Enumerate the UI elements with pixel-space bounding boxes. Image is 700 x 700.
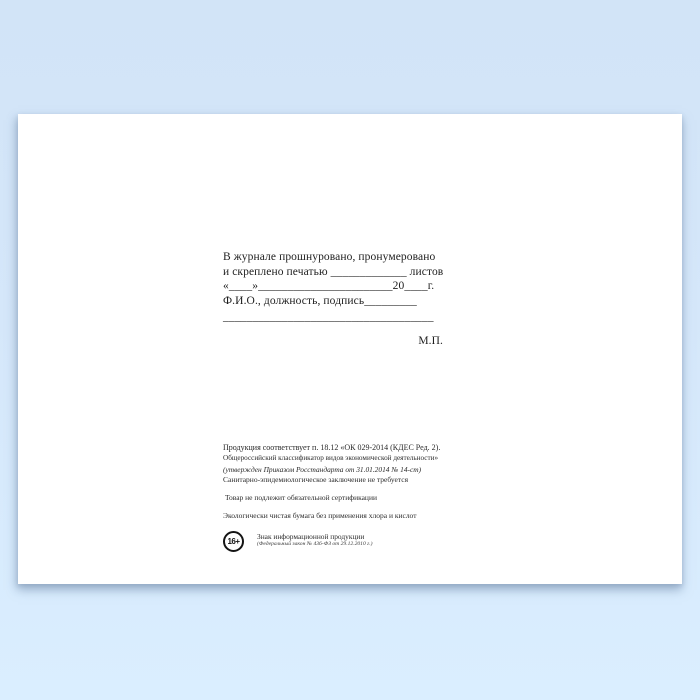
compliance-line: Продукция соответствует п. 18.12 «ОК 029-2014 (КДЕС Ред. 2). (223, 443, 441, 452)
age-mark-title: Знак информационной продукции (257, 532, 365, 541)
compliance-line-italic: (утвержден Приказом Росстандарта от 31.01.2014 № 14-ст) (223, 465, 422, 474)
seal-statement-line: В журнале прошнуровано, пронумеровано (223, 251, 436, 263)
note-line: Санитарно-эпидемиологическое заключение не требуется (223, 475, 409, 484)
certification-notes (223, 476, 416, 530)
seal-statement-line: Ф.И.О., должность, подпись_________ (223, 294, 417, 307)
age-mark-row (223, 531, 373, 552)
age-mark-text (257, 531, 373, 548)
note-line: Товар не подлежит обязательной сертификации (225, 493, 377, 502)
seal-statement-line: и скреплено печатью _____________ листов (223, 265, 444, 278)
signature-underline: ____________________________________ (223, 311, 434, 323)
stamp-place-label: М.П. (418, 334, 443, 347)
document-page (18, 114, 682, 584)
compliance-line: Общероссийский классификатор видов экономической деятельности» (223, 454, 439, 462)
seal-statement-block (223, 250, 451, 348)
compliance-block (223, 442, 440, 475)
note-line: Экологически чистая бумага без применения хлора и кислот (223, 511, 417, 520)
age-mark-law: (Федеральный закон № 436-ФЗ от 29.12.2010 г.) (257, 541, 373, 547)
age-16plus-badge-icon: 16+ (223, 531, 244, 552)
seal-statement-line: «____»_______________________20____г. (223, 280, 435, 292)
